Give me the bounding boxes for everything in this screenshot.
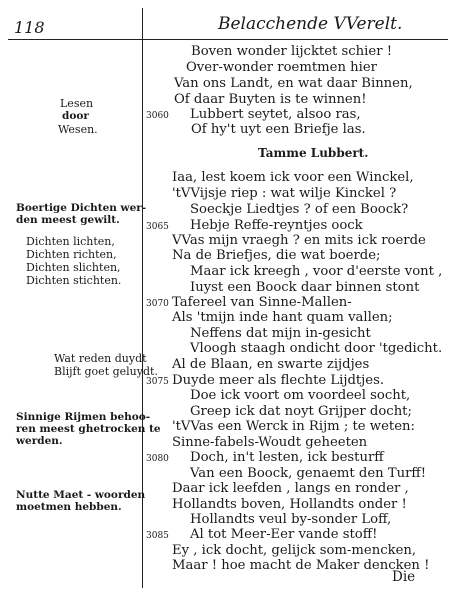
margin-note: werden.	[16, 435, 63, 447]
verse-line: Sinne-fabels-Woudt geheeten	[172, 435, 368, 450]
verse-line: Ey , ick docht, gelijck som-mencken,	[172, 543, 417, 558]
margin-note: Dichten lichten,	[26, 235, 115, 248]
line-number: 3070	[146, 299, 169, 309]
verse-line: Over-wonder roemtmen hier	[186, 60, 377, 75]
speaker-heading: Tamme Lubbert.	[258, 146, 369, 160]
verse-line: Boven wonder lijcktet schier !	[191, 44, 392, 59]
verse-line: Maar ick kreegh , voor d'eerste vont ,	[190, 264, 443, 279]
verse-line: Soeckje Liedtjes ? of een Boock?	[190, 202, 409, 217]
verse-line: Neffens dat mijn in-gesicht	[190, 326, 371, 341]
verse-line: Tafereel van Sinne-Mallen-	[172, 295, 352, 310]
verse-line: Als 'tmijn inde hant quam vallen;	[172, 310, 393, 325]
line-number: 3085	[146, 531, 169, 541]
verse-line: Greep ick dat noyt Grijper docht;	[190, 404, 412, 419]
verse-line: Duyde meer als flechte Lijdtjes.	[172, 373, 385, 388]
margin-note: Sinnige Rijmen behoo-	[16, 411, 151, 423]
verse-line: Na de Briefjes, die wat boerde;	[172, 248, 381, 263]
verse-line: Of hy't uyt een Briefje las.	[191, 122, 366, 137]
margin-note: ren meest ghetrocken te	[16, 423, 161, 435]
verse-line: Al tot Meer-Eer vande stoff!	[190, 527, 378, 542]
page-number: 118	[14, 18, 45, 37]
margin-note: Wesen.	[58, 123, 98, 136]
margin-note: Blijft goet geluydt.	[54, 365, 158, 378]
verse-line: Maar ! hoe macht de Maker dencken !	[172, 558, 430, 573]
verse-line: Vloogh staagh ondicht door 'tgedicht.	[190, 341, 443, 356]
margin-note: den meest gewilt.	[16, 214, 120, 226]
verse-line: Hollandts veul by-sonder Loff,	[190, 512, 392, 527]
verse-line: Doch, in't lesten, ick besturff	[190, 450, 384, 465]
verse-line: 'tVVas een Werck in Rijm ; te weten:	[172, 419, 415, 434]
verse-line: Hollandts boven, Hollandts onder !	[172, 497, 407, 512]
header-rule	[8, 39, 448, 40]
margin-note: door	[62, 110, 89, 122]
margin-note: Dichten stichten.	[26, 274, 122, 287]
verse-line: Daar ick leefden , langs en ronder ,	[172, 481, 409, 496]
verse-line: Hebje Reffe-reyntjes oock	[190, 218, 363, 233]
verse-line: Al de Blaan, en swarte zijdjes	[172, 357, 370, 372]
margin-note: Dichten slichten,	[26, 261, 121, 274]
margin-note: Nutte Maet - woorden	[16, 489, 146, 501]
margin-note: Lesen	[60, 97, 94, 110]
running-head: Belacchende VVerelt.	[218, 14, 403, 34]
line-number: 3075	[146, 377, 169, 387]
verse-line: Doe ick voort om voordeel socht,	[190, 388, 411, 403]
line-number: 3080	[146, 454, 169, 464]
verse-line: Of daar Buyten is te winnen!	[174, 92, 367, 107]
verse-line: 'tVVijsje riep : wat wilje Kinckel ?	[172, 186, 397, 201]
line-number: 3065	[146, 222, 169, 232]
margin-note: Wat reden duydt	[54, 352, 147, 365]
margin-note: Dichten richten,	[26, 248, 117, 261]
verse-line: Van een Boock, genaemt den Turff!	[190, 466, 427, 481]
catchword: Die	[392, 569, 416, 585]
verse-line: VVas mijn vraegh ? en mits ick roerde	[172, 233, 426, 248]
line-number: 3060	[146, 111, 169, 121]
verse-line: Van ons Landt, en wat daar Binnen,	[174, 76, 413, 91]
verse-line: Iaa, lest koem ick voor een Winckel,	[172, 170, 414, 185]
margin-note: Boertige Dichten wer-	[16, 202, 147, 214]
verse-line: Lubbert seytet, alsoo ras,	[190, 107, 361, 122]
verse-line: Iuyst een Boock daar binnen stont	[190, 280, 420, 295]
margin-note: moetmen hebben.	[16, 501, 122, 513]
